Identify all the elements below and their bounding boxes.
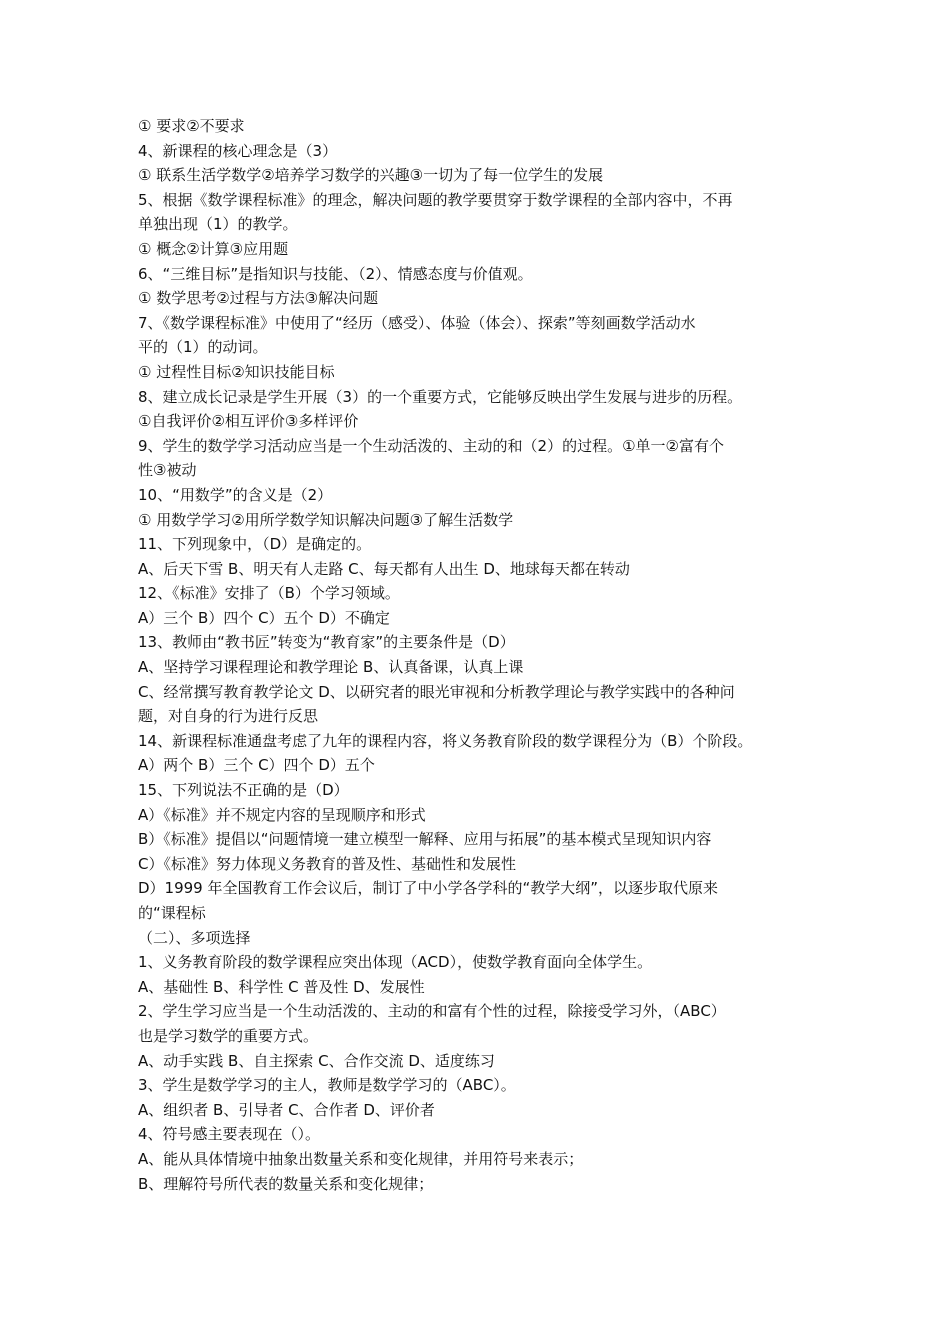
text-line: 单独出现（1）的教学。 [138,215,298,234]
question-5: 5、根据《数学课程标准》的理念，解决问题的教学要贯穿于数学课程的全部内容中，不再 [138,190,733,209]
options-line: D）1999 年全国教育工作会议后，制订了中小学各学科的“教学大纲”，以逐步取代原来 [138,879,719,898]
options-line: C、经常撰写教育教学论文 D、以研究者的眼光审视和分析教学理论与教学实践中的各种问 [138,682,735,701]
options-line: ① 概念②计算③应用题 [138,239,289,258]
options-line: A、坚持学习课程理论和教学理论 B、认真备课，认真上课 [138,658,524,677]
document-body [138,114,828,1196]
options-line: B）《标准》提倡以“问题情境一建立模型一解释、应用与拓展”的基本模式呈现知识内容 [138,830,712,849]
question-9: 9、学生的数学学习活动应当是一个生动活泼的、主动的和（2）的过程。①单一②富有个 [138,436,724,455]
options-line: A、组织者 B、引导者 C、合作者 D、评价者 [138,1100,435,1119]
text-line: 性③被动 [138,461,197,480]
options-line: ① 数学思考②过程与方法③解决问题 [138,289,379,308]
question-11: 11、下列现象中，（D）是确定的。 [138,535,372,554]
options-line: B、理解符号所代表的数量关系和变化规律； [138,1174,434,1193]
options-line: ① 过程性目标②知识技能目标 [138,362,335,381]
options-line: A）三个 B）四个 C）五个 D）不确定 [138,608,390,627]
question-13: 13、教师由“教书匠”转变为“教育家”的主要条件是（D） [138,633,515,652]
options-line: A、基础性 B、科学性 C 普及性 D、发展性 [138,977,425,996]
section-heading: （二）、多项选择 [138,928,251,947]
question-8: 8、建立成长记录是学生开展（3）的一个重要方式，它能够反映出学生发展与进步的历程。 [138,387,743,406]
options-line: A、后天下雪 B、明天有人走路 C、每天都有人出生 D、地球每天都在转动 [138,559,630,578]
question-12: 12、《标准》安排了（B）个学习领域。 [138,584,400,603]
question-15: 15、下列说法不正确的是（D） [138,781,349,800]
multi-question-3: 3、学生是数学学习的主人，教师是数学学习的（ABC）。 [138,1076,516,1095]
text-line: 的“课程标 [138,904,206,922]
options-line: A、能从具体情境中抽象出数量关系和变化规律，并用符号来表示； [138,1149,584,1168]
text-line: 也是学习数学的重要方式。 [138,1026,319,1045]
multi-question-2: 2、学生学习应当是一个生动活泼的、主动的和富有个性的过程，除接受学习外，（ABC） [138,1002,726,1021]
options-line: ①自我评价②相互评价③多样评价 [138,412,359,431]
options-line: A、动手实践 B、自主探索 C、合作交流 D、适度练习 [138,1051,495,1070]
options-line: ① 用数学学习②用所学数学知识解决问题③了解生活数学 [138,510,514,529]
options-line: ① 联系生活学数学②培养学习数学的兴趣③一切为了每一位学生的发展 [138,166,604,185]
multi-question-1: 1、义务教育阶段的数学课程应突出体现（ACD），使数学教育面向全体学生。 [138,953,653,972]
multi-question-4: 4、符号感主要表现在（）。 [138,1125,321,1144]
text-line: ① 要求②不要求 [138,117,245,135]
options-line: C）《标准》努力体现义务教育的普及性、基础性和发展性 [138,854,516,873]
question-4: 4、新课程的核心理念是（3） [138,141,338,160]
text-line: 题，对自身的行为进行反思 [138,707,319,726]
text-line: 平的（1）的动词。 [138,338,268,357]
question-10: 10、“用数学”的含义是（2） [138,485,333,504]
options-line: A）《标准》并不规定内容的呈现顺序和形式 [138,805,426,824]
question-6: 6、“三维目标”是指知识与技能、（2）、情感态度与价值观。 [138,264,533,283]
question-7: 7、《数学课程标准》中使用了“经历（感受）、体验（体会）、探索”等刻画数学活动水 [138,313,696,332]
options-line: A）两个 B）三个 C）四个 D）五个 [138,756,375,775]
question-14: 14、新课程标准通盘考虑了九年的课程内容，将义务教育阶段的数学课程分为（B）个阶段。 [138,731,753,750]
